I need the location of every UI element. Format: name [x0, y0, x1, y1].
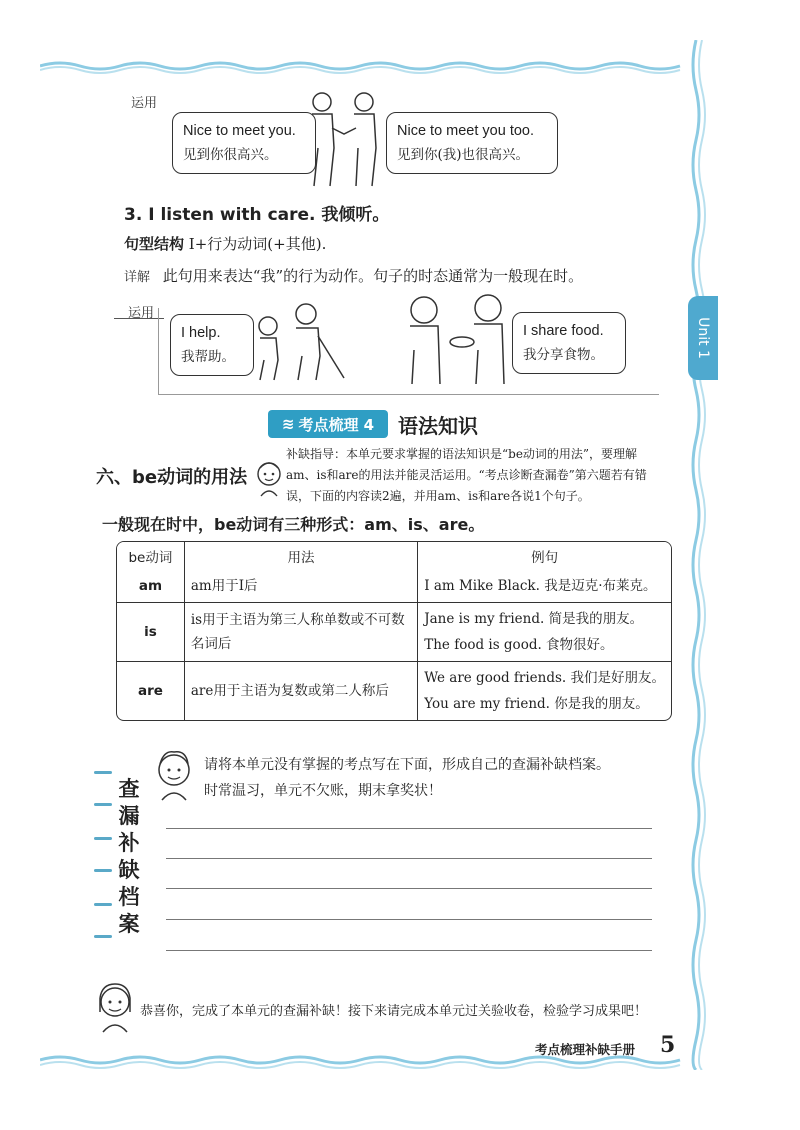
writing-line[interactable]	[166, 888, 652, 889]
table-header: 用法	[185, 542, 418, 570]
review-instruction	[204, 752, 610, 804]
example-sentence: We are good friends. 我们是好朋友。	[424, 670, 665, 686]
decorative-dash	[94, 869, 112, 872]
instruction-line-2: 时常温习，单元不欠账，期末拿奖状！	[204, 783, 442, 799]
right-border-decoration	[676, 40, 716, 1070]
top-border-decoration	[40, 58, 690, 74]
writing-line[interactable]	[166, 919, 652, 920]
example-cell	[418, 603, 671, 662]
writing-line[interactable]	[166, 950, 652, 951]
example-cell	[418, 662, 671, 720]
vertical-char: 漏	[118, 804, 140, 828]
example-sentence: The food is good. 食物很好。	[424, 637, 614, 653]
decorative-dash	[94, 903, 112, 906]
decorative-dash	[94, 837, 112, 840]
explain-line	[124, 265, 583, 286]
example-sentence: Jane is my friend. 简是我的朋友。	[424, 611, 644, 627]
speech-bubble-left-top	[172, 112, 316, 174]
part6-tip	[286, 444, 674, 507]
wave-icon: ≋	[281, 415, 295, 433]
review-vertical-title	[114, 776, 144, 938]
helping-illustration	[240, 300, 350, 382]
instruction-line-1: 请将本单元没有掌握的考点写在下面，形成自己的查漏补缺档案。	[204, 757, 610, 773]
be-cell: am	[117, 570, 185, 603]
apply-label-point3: 运用	[128, 306, 155, 321]
boy-face-icon	[152, 746, 196, 802]
decorative-dash	[94, 771, 112, 774]
apply-label-top: 运用	[131, 96, 158, 111]
be-cell: are	[117, 662, 185, 720]
bubble-cn: 见到你(我)也很高兴。	[397, 147, 530, 163]
unit-tab	[688, 296, 718, 380]
tip-line-1: 补缺指导：本单元要求掌握的语法知识是“be动词的用法”，要理解	[286, 447, 638, 461]
usage-cell: am用于I后	[185, 570, 418, 603]
decorative-dash	[94, 935, 112, 938]
vertical-char: 补	[118, 831, 140, 855]
book-name: 考点梳理补缺手册	[535, 1042, 636, 1057]
writing-line[interactable]	[166, 858, 652, 859]
student-face-icon	[254, 458, 284, 498]
page-number: 5	[660, 1032, 676, 1058]
sharing-food-illustration	[400, 290, 512, 386]
explain-text: 此句用来表达“我”的行为动作。句子的时态通常为一般现在时。	[162, 267, 584, 285]
apply-underline	[114, 318, 164, 319]
table-header: be动词	[117, 542, 185, 570]
example-sentence: You are my friend. 你是我的朋友。	[424, 696, 649, 712]
vertical-char: 案	[118, 912, 140, 936]
part6-heading: 六、be动词的用法	[96, 467, 248, 488]
bubble-cn: 我分享食物。	[523, 347, 604, 363]
explain-label: 详解	[124, 270, 151, 285]
structure-line	[124, 233, 326, 254]
be-cell: is	[117, 603, 185, 662]
section-badge	[268, 410, 388, 438]
example-cell	[418, 570, 671, 603]
girl-face-icon	[94, 978, 136, 1034]
example-sentence: I am Mike Black. 我是迈克·布莱克。	[424, 578, 657, 594]
handshake-illustration	[300, 88, 388, 188]
bubble-en: Nice to meet you.	[183, 123, 296, 139]
vertical-char: 查	[118, 777, 140, 801]
bubble-en: I help.	[181, 325, 221, 341]
be-verb-table	[116, 541, 672, 721]
writing-line[interactable]	[166, 828, 652, 829]
structure-label: 句型结构	[124, 235, 185, 253]
bubble-cn: 我帮助。	[181, 349, 235, 365]
section-badge-text: 考点梳理 4	[298, 415, 375, 434]
structure-text: I+行为动词(+其他).	[188, 235, 327, 253]
point3-heading: 3. I listen with care. 我倾听。	[124, 205, 390, 225]
tip-line-3: 误，下面的内容读2遍，并用am、is和are各说1个句子。	[286, 489, 590, 503]
table-row	[117, 662, 671, 720]
usage-cell: is用于主语为第三人称单数或不可数名词后	[185, 603, 418, 662]
bubble-en: Nice to meet you too.	[397, 123, 535, 139]
decorative-dash	[94, 803, 112, 806]
tip-line-2: am、is和are的用法并能灵活运用。“考点诊断查漏卷”第六题若有错	[286, 468, 647, 482]
table-header: 例句	[418, 542, 671, 570]
congrats-text: 恭喜你，完成了本单元的查漏补缺！接下来请完成本单元过关验收卷，检验学习成果吧！	[140, 1004, 648, 1019]
bubble-cn: 见到你很高兴。	[183, 147, 278, 163]
unit-tab-label: Unit 1	[695, 317, 712, 359]
usage-cell: are用于主语为复数或第二人称后	[185, 662, 418, 720]
speech-bubble-right-top	[386, 112, 558, 174]
part6-summary: 一般现在时中，be动词有三种形式：am、is、are。	[102, 515, 485, 534]
table-row	[117, 603, 671, 662]
bubble-en: I share food.	[523, 323, 604, 339]
vertical-char: 缺	[118, 858, 140, 882]
table-header-row	[117, 542, 671, 570]
vertical-char: 档	[118, 885, 140, 909]
speech-bubble-share	[512, 312, 626, 374]
table-row	[117, 570, 671, 603]
section-title: 语法知识	[398, 414, 478, 438]
